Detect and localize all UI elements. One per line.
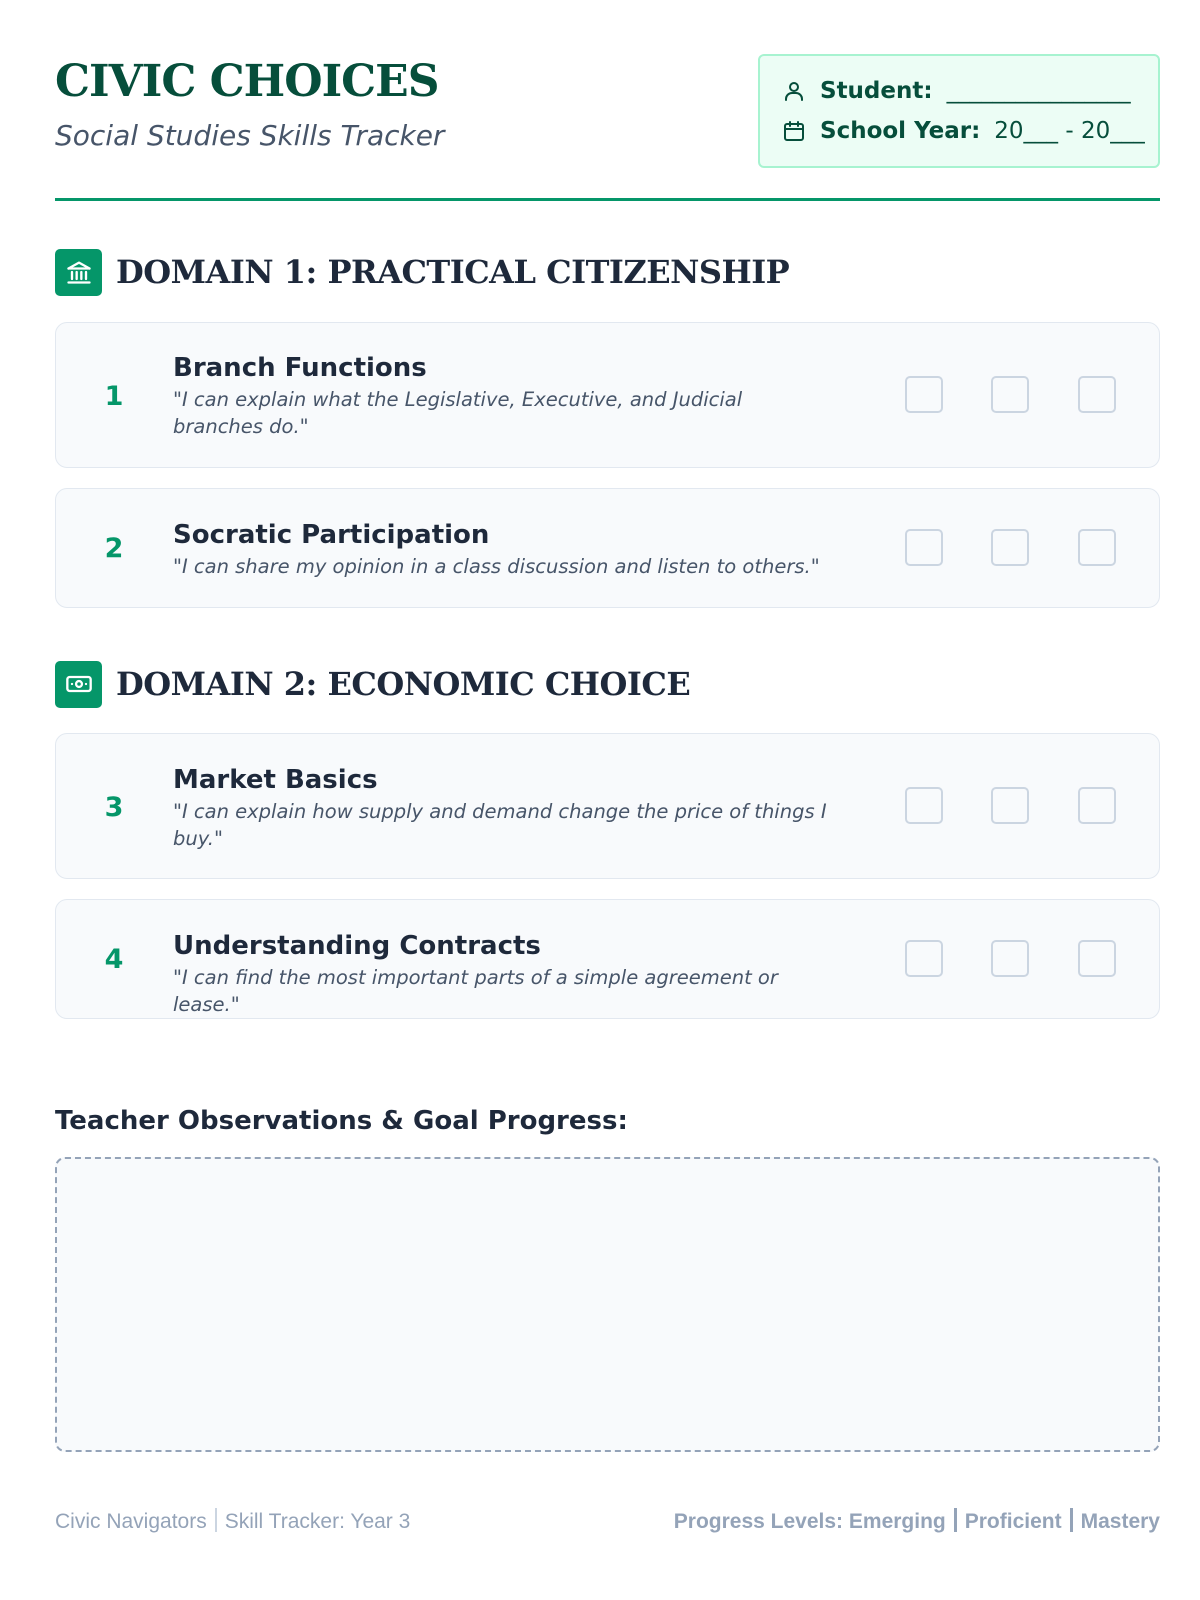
level-emerging: Emerging (848, 1510, 946, 1533)
level-mastery: Mastery (1080, 1510, 1160, 1533)
skill-card-4 (55, 899, 1160, 1019)
proficient-checkbox[interactable] (991, 940, 1029, 977)
skill-name: Socratic Participation (173, 520, 490, 550)
skill-card-3 (55, 733, 1160, 879)
mastery-checkbox[interactable] (1078, 940, 1116, 977)
footer-org: Civic Navigators (55, 1510, 207, 1533)
school-year-label: School Year: (820, 118, 981, 144)
footer-left (55, 1508, 410, 1532)
observations-textarea[interactable] (55, 1157, 1160, 1452)
student-label: Student: (820, 78, 933, 104)
footer-tracker: Skill Tracker: Year 3 (224, 1510, 411, 1533)
level-divider (1070, 1508, 1073, 1532)
skill-quote: "I can share my opinion in a class discussion and listen to others." (173, 555, 820, 578)
student-name-field[interactable]: ________________ (946, 78, 1131, 104)
emerging-checkbox[interactable] (905, 376, 943, 413)
skill-card-2 (55, 488, 1160, 608)
mastery-checkbox[interactable] (1078, 787, 1116, 824)
footer-divider (215, 1508, 217, 1532)
skill-name: Market Basics (173, 765, 378, 795)
skill-number: 4 (104, 944, 124, 975)
page-subtitle: Social Studies Skills Tracker (55, 119, 445, 152)
skill-number: 1 (104, 381, 124, 412)
calendar-icon (782, 119, 806, 143)
proficient-checkbox[interactable] (991, 529, 1029, 566)
school-year-row (782, 116, 1145, 146)
page-title: CIVIC CHOICES (55, 56, 439, 107)
domain-2-title: DOMAIN 2: ECONOMIC CHOICE (116, 665, 691, 703)
student-info-box (758, 54, 1160, 168)
emerging-checkbox[interactable] (905, 787, 943, 824)
domain-1-heading (55, 248, 789, 296)
skill-number: 3 (104, 792, 124, 823)
header-divider (55, 198, 1160, 201)
skill-quote: "I can explain how supply and demand change the price of things I buy." (173, 800, 827, 850)
skill-quote: "I can find the most important parts of a simple agreement or lease." (173, 966, 778, 1016)
page-header (55, 54, 1160, 202)
progress-levels-label: Progress Levels: (673, 1510, 844, 1533)
level-proficient: Proficient (964, 1510, 1062, 1533)
skill-name: Branch Functions (173, 353, 427, 383)
mastery-checkbox[interactable] (1078, 376, 1116, 413)
mastery-checkbox[interactable] (1078, 529, 1116, 566)
user-icon (782, 79, 806, 103)
progress-levels-legend (674, 1508, 1160, 1532)
proficient-checkbox[interactable] (991, 787, 1029, 824)
skill-quote: "I can explain what the Legislative, Executive, and Judicial branches do." (173, 388, 743, 438)
government-building-icon (55, 249, 102, 296)
student-row (782, 76, 1131, 106)
emerging-checkbox[interactable] (905, 529, 943, 566)
skills-tracker-page (55, 0, 1160, 1600)
proficient-checkbox[interactable] (991, 376, 1029, 413)
emerging-checkbox[interactable] (905, 940, 943, 977)
money-bill-icon (55, 661, 102, 708)
skill-card-1 (55, 322, 1160, 468)
skill-number: 2 (104, 533, 124, 564)
school-year-field[interactable]: 20___ - 20___ (994, 118, 1145, 144)
domain-1-title: DOMAIN 1: PRACTICAL CITIZENSHIP (116, 253, 790, 291)
level-divider (954, 1508, 957, 1532)
skill-name: Understanding Contracts (173, 931, 541, 961)
domain-2-heading (55, 660, 690, 708)
observations-label: Teacher Observations & Goal Progress: (55, 1106, 628, 1136)
